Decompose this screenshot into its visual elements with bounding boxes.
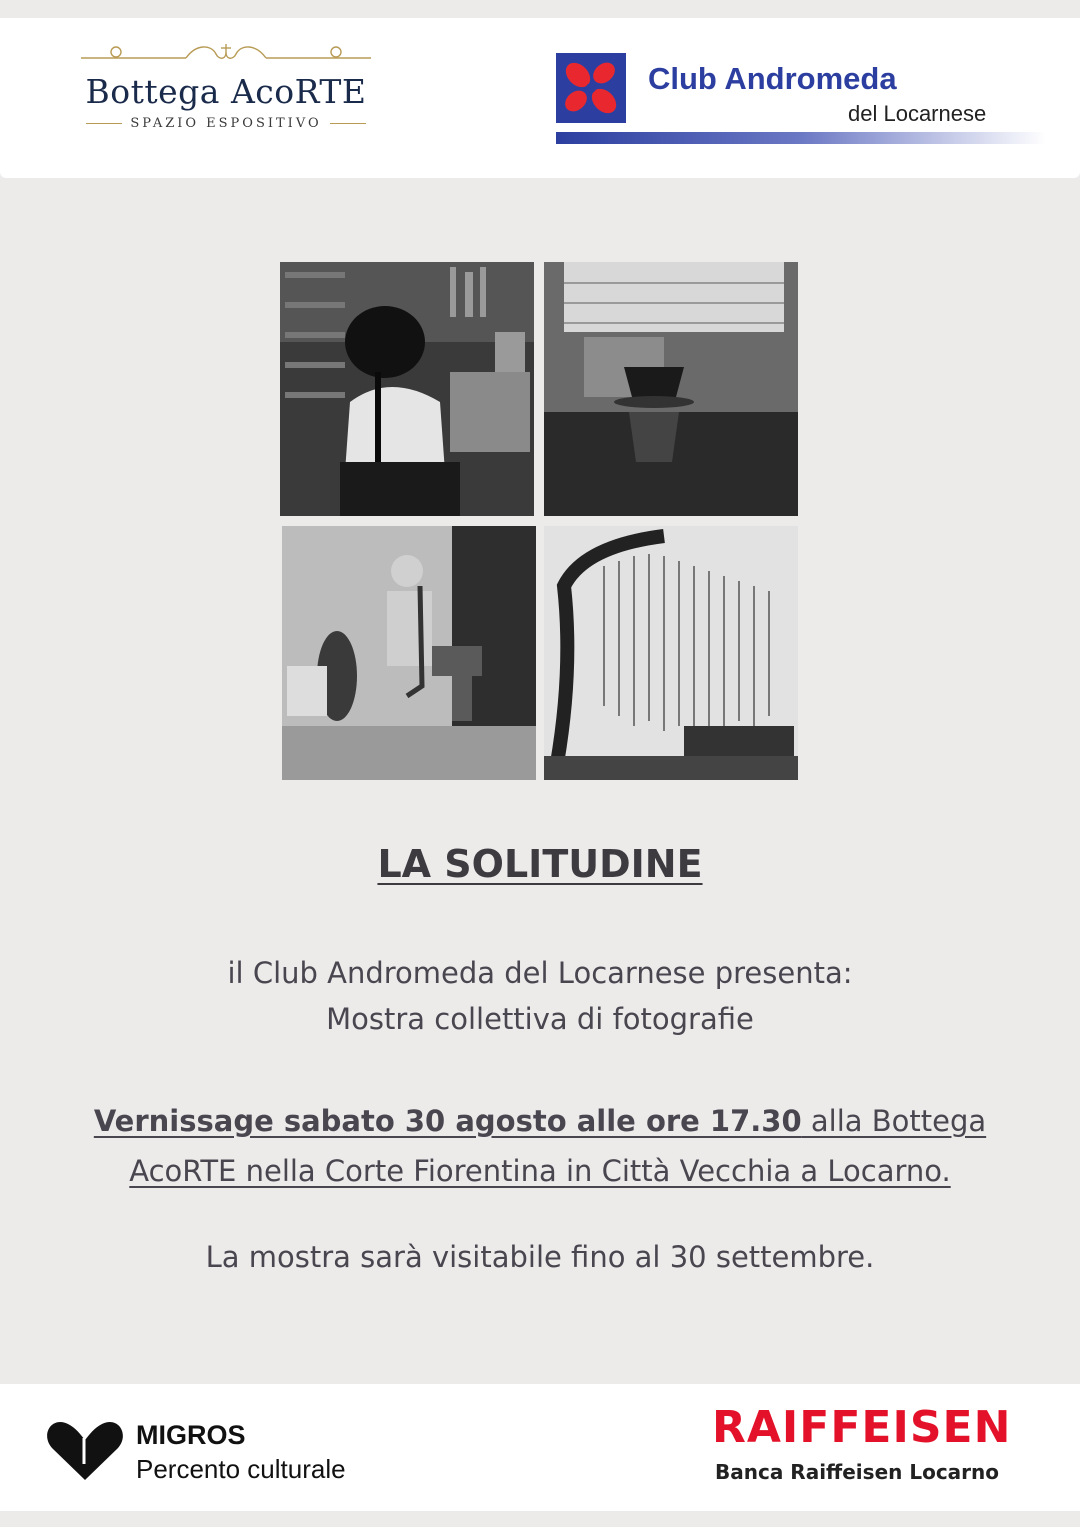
vernissage-line-1 <box>0 1096 1080 1146</box>
intro-line-2: Mostra collettiva di fotografie <box>326 1002 754 1036</box>
vernissage-location-start: alla Bottega <box>801 1104 987 1138</box>
vernissage-date: Vernissage sabato 30 agosto alle ore 17.30 <box>93 1104 802 1138</box>
club-andromeda-logo <box>556 53 1046 168</box>
migros-logo <box>46 1416 426 1486</box>
bottega-subtitle-row <box>60 116 392 131</box>
photo-grid <box>280 262 800 780</box>
club-subtitle: del Locarnese <box>848 101 987 126</box>
raiffeisen-bank: Banca Raiffeisen Locarno <box>715 1460 1000 1484</box>
clover-icon <box>556 53 626 123</box>
saxophonist-photo <box>282 526 536 780</box>
vernissage-line-2: AcoRTE nella Corte Fiorentina in Città Vecchia a Locarno. <box>129 1154 951 1188</box>
coffee-cup-photo <box>544 262 798 516</box>
heart-icon <box>46 1420 124 1482</box>
intro-line-1: il Club Andromeda del Locarnese presenta: <box>227 956 853 990</box>
until-text: La mostra sarà visitabile fino al 30 settembre. <box>205 1240 875 1274</box>
club-name: Club Andromeda <box>648 61 897 96</box>
bottega-subtitle: SPAZIO ESPOSITIVO <box>130 116 322 131</box>
migros-brand: MIGROS <box>136 1420 246 1450</box>
raiffeisen-brand: RAIFFEISEN <box>712 1402 1012 1453</box>
exhibition-title <box>0 842 1080 886</box>
bottega-name: Bottega AcoRTE <box>85 72 367 111</box>
bottega-logo <box>60 40 392 180</box>
club-bar <box>556 132 1046 144</box>
raiffeisen-logo <box>700 1402 1030 1502</box>
willow-tree-photo <box>544 526 798 780</box>
vernissage-text <box>0 1096 1080 1196</box>
header <box>0 18 1080 178</box>
ornament-icon <box>76 40 376 66</box>
footer <box>0 1384 1080 1511</box>
reading-woman-photo <box>280 262 534 516</box>
migros-tagline: Percento culturale <box>136 1454 346 1484</box>
exhibition-title-text: LA SOLITUDINE <box>377 842 703 886</box>
intro-text <box>0 950 1080 1042</box>
